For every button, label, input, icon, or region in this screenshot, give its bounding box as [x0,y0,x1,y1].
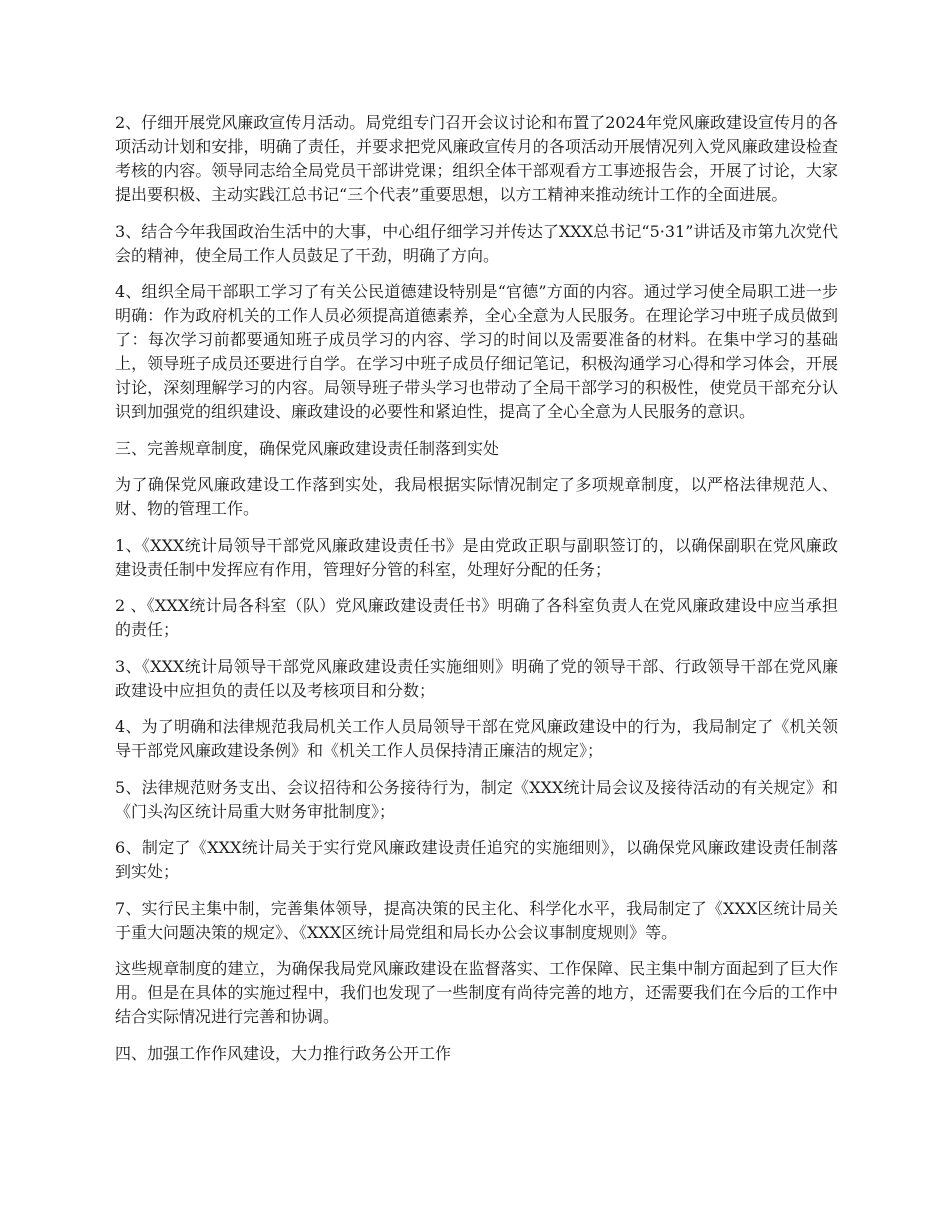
section-heading-3: 三、完善规章制度，确保党风廉政建设责任制落到实处 [115,438,500,458]
paragraph-item-3: 3、结合今年我国政治生活中的大事，中心组仔细学习并传达了XXX总书记“5·31”讲话及市第九次党代会的精神，使全局工作人员鼓足了干劲，明确了方向。 [115,221,838,265]
rule-item-4: 4、为了明确和法律规范我局机关工作人员局领导干部在党风廉政建设中的行为，我局制定了《机关领导干部党风廉政建设条例》和《机关工作人员保持清正廉洁的规定》； [115,717,838,760]
paragraph-item-2: 2、仔细开展党风廉政宣传月活动。局党组专门召开会议讨论和布置了2024年党风廉政建设宣传月的各项活动计划和安排，明确了责任，并要求把党风廉政宣传月的各项活动开展情况列入党风廉政建设检查考核的内容。领导同志给全局党员干部讲党课；组织全体干部观看方工事迹报告会，开展了讨论，大家提出要积极、主动实践江总书记“三个代表”重要思想，以方工精神来推动统计工作的全面进展。 [115,113,838,204]
rule-item-2: 2 、《XXX统计局各科室（队）党风廉政建设责任书》明确了各科室负责人在党风廉政建设中应当承担的责任； [115,596,838,639]
rule-item-7: 7、实行民主集中制，完善集体领导，提高决策的民主化、科学化水平，我局制定了《XXX区统计局关于重大问题决策的规定》、《XXX区统计局党组和局长办公会议事制度规则》等。 [115,898,838,942]
rule-item-3: 3、《XXX统计局领导干部党风廉政建设责任实施细则》明确了党的领导干部、行政领导干部在党风廉政建设中应担负的责任以及考核项目和分数； [115,656,838,700]
paragraph-item-4: 4、组织全局干部职工学习了有关公民道德建设特别是“官德”方面的内容。通过学习使全局职工进一步明确：作为政府机关的工作人员必须提高道德素养，全心全意为人民服务。在理论学习中班子成员做到了：每次学习前都要通知班子成员学习的内容、学习的时间以及需要准备的材料。在集中学习的基础上，领导班子成员还要进行自学。在学习中班子成员仔细记笔记，积极沟通学习心得和学习体会，开展讨论，深刻理解学习的内容。局领导班子带头学习也带动了全局干部学习的积极性，使党员干部充分认识到加强党的组织建设、廉政建设的必要性和紧迫性，提高了全心全意为人民服务的意识。 [115,282,838,421]
rule-item-5: 5、法律规范财务支出、会议招待和公务接待行为，制定《XXX统计局会议及接待活动的有关规定》和《门头沟区统计局重大财务审批制度》； [115,777,838,821]
document-page [115,111,838,1078]
rule-item-1: 1、《XXX统计局领导干部党风廉政建设责任书》是由党政正职与副职签订的，以确保副职在党风廉政建设责任制中发挥应有作用，管理好分管的科室，处理好分配的任务； [115,535,838,579]
summary-paragraph: 这些规章制度的建立，为确保我局党风廉政建设在监督落实、工作保障、民主集中制方面起到了巨大作用。但是在具体的实施过程中，我们也发现了一些制度有尚待完善的地方，还需要我们在今后的工作中结合实际情况进行完善和协调。 [115,959,838,1026]
section-heading-4: 四、加强工作作风建设，大力推行政务公开工作 [115,1043,452,1063]
rule-item-6: 6、制定了《XXX统计局关于实行党风廉政建设责任追究的实施细则》，以确保党风廉政建设责任制落到实处； [115,838,838,881]
section-intro: 为了确保党风廉政建设工作落到实处，我局根据实际情况制定了多项规章制度，以严格法律规范人、财、物的管理工作。 [115,475,838,518]
